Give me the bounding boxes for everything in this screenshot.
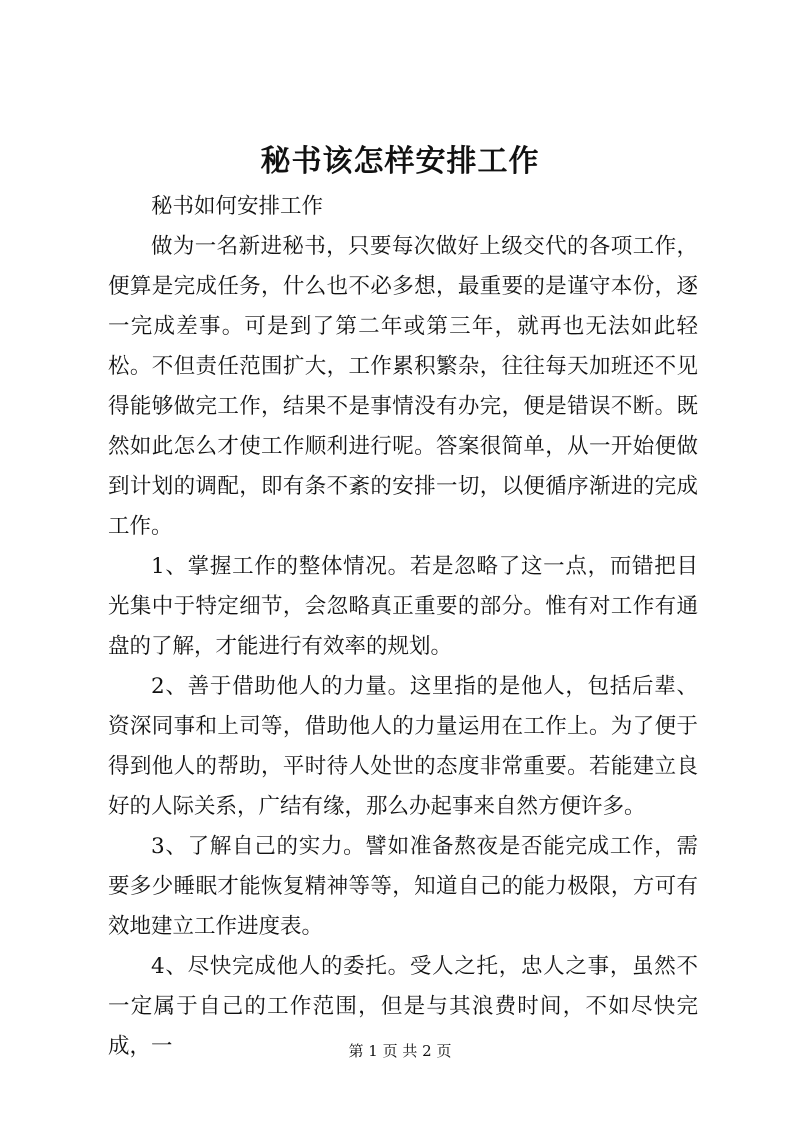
paragraph-intro: 做为一名新进秘书，只要每次做好上级交代的各项工作，便算是完成任务，什么也不必多想，最重要的是谨守本份，逐一完成差事。可是到了第二年或第三年，就再也无法如此轻松。不但责任范围扩大，工作累积繁杂，往往每天加班还不见得能够做完工作，结果不是事情没有办完，便是错误不断。既然如此怎么才使工作顺利进行呢。答案很简单，从一开始便做到计划的调配，即有条不紊的安排一切，以便循序渐进的完成工作。	[108, 234, 698, 539]
paragraph-subtitle: 秘书如何安排工作	[151, 194, 324, 219]
paragraph-point-1: 1、掌握工作的整体情况。若是忽略了这一点，而错把目光集中于特定细节，会忽略真正重要的部分。惟有对工作有通盘的了解，才能进行有效率的规划。	[108, 554, 698, 659]
page-number-footer: 第 1 页 共 2 页	[348, 1042, 452, 1060]
paragraph-point-4: 4、尽快完成他人的委托。受人之托，忠人之事，虽然不一定属于自己的工作范围，但是与其浪费时间，不如尽快完成，一	[108, 954, 698, 1059]
document-body	[108, 187, 698, 1067]
paragraph-point-3: 3、了解自己的实力。譬如准备熬夜是否能完成工作，需要多少睡眠才能恢复精神等等，知道自己的能力极限，方可有效地建立工作进度表。	[108, 834, 698, 939]
document-title: 秘书该怎样安排工作	[260, 144, 540, 179]
paragraph-point-2: 2、善于借助他人的力量。这里指的是他人，包括后辈、资深同事和上司等，借助他人的力量运用在工作上。为了便于得到他人的帮助，平时待人处世的态度非常重要。若能建立良好的人际关系，广结有缘，那么办起事来自然方便许多。	[108, 674, 698, 819]
